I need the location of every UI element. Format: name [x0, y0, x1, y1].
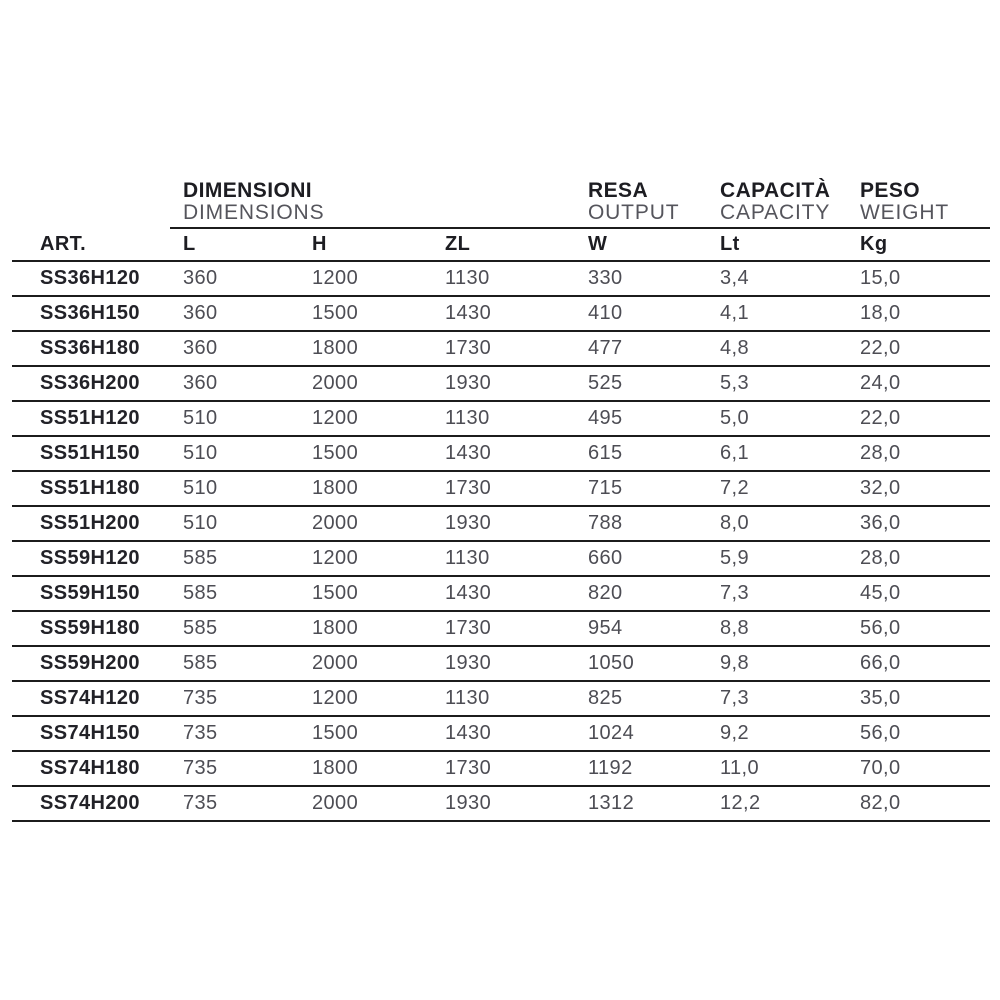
group-header-dimensions: [183, 180, 588, 224]
table-row: [12, 437, 990, 472]
cell-l: 360: [183, 337, 218, 359]
cell-kg: 28,0: [860, 442, 901, 464]
cell-lt: 7,3: [720, 687, 750, 709]
group-header-output: [588, 180, 720, 224]
group-sublabel-weight: WEIGHT: [860, 201, 950, 224]
column-header-lt: Lt: [720, 233, 740, 255]
cell-art: SS74H150: [40, 722, 140, 744]
group-label-resa: RESA: [588, 179, 649, 202]
cell-art: SS59H150: [40, 582, 140, 604]
cell-lt: 8,8: [720, 617, 750, 639]
cell-h: 2000: [312, 792, 359, 814]
cell-kg: 56,0: [860, 722, 901, 744]
cell-art: SS36H150: [40, 302, 140, 324]
cell-w: 788: [588, 512, 623, 534]
cell-h: 2000: [312, 512, 359, 534]
cell-w: 660: [588, 547, 623, 569]
cell-lt: 7,2: [720, 477, 750, 499]
cell-zl: 1130: [445, 547, 490, 569]
table-row: [12, 507, 990, 542]
table-row: [12, 682, 990, 717]
cell-l: 585: [183, 582, 218, 604]
table-column-header-row: [12, 229, 990, 262]
cell-kg: 70,0: [860, 757, 901, 779]
cell-kg: 45,0: [860, 582, 901, 604]
cell-h: 1200: [312, 267, 359, 289]
cell-zl: 1930: [445, 652, 492, 674]
cell-art: SS59H120: [40, 547, 140, 569]
column-header-w: W: [588, 233, 608, 255]
cell-kg: 28,0: [860, 547, 901, 569]
cell-zl: 1730: [445, 337, 492, 359]
cell-zl: 1130: [445, 687, 490, 709]
cell-l: 585: [183, 617, 218, 639]
cell-lt: 3,4: [720, 267, 750, 289]
cell-h: 1500: [312, 722, 359, 744]
group-sublabel-output: OUTPUT: [588, 201, 680, 224]
group-header-capacity: [720, 180, 860, 224]
column-header-art: ART.: [40, 233, 87, 255]
group-label-peso: PESO: [860, 179, 921, 202]
cell-lt: 6,1: [720, 442, 750, 464]
cell-w: 715: [588, 477, 623, 499]
cell-h: 1800: [312, 477, 359, 499]
cell-lt: 4,8: [720, 337, 750, 359]
cell-kg: 24,0: [860, 372, 901, 394]
cell-art: SS51H150: [40, 442, 140, 464]
cell-w: 525: [588, 372, 623, 394]
cell-lt: 11,0: [720, 757, 760, 779]
column-header-l: L: [183, 233, 196, 255]
table-row: [12, 752, 990, 787]
cell-h: 1200: [312, 407, 359, 429]
cell-zl: 1130: [445, 407, 490, 429]
cell-l: 360: [183, 302, 218, 324]
spec-table: [12, 180, 990, 822]
table-row: [12, 332, 990, 367]
cell-kg: 35,0: [860, 687, 901, 709]
cell-art: SS36H120: [40, 267, 140, 289]
group-label-capacita: CAPACITÀ: [720, 179, 831, 202]
cell-w: 615: [588, 442, 623, 464]
cell-kg: 66,0: [860, 652, 901, 674]
cell-lt: 9,8: [720, 652, 750, 674]
cell-h: 1500: [312, 302, 359, 324]
cell-art: SS74H120: [40, 687, 140, 709]
cell-zl: 1430: [445, 302, 492, 324]
cell-art: SS74H200: [40, 792, 140, 814]
cell-kg: 15,0: [860, 267, 901, 289]
cell-zl: 1730: [445, 617, 492, 639]
cell-l: 510: [183, 512, 218, 534]
group-sublabel-dimensions: DIMENSIONS: [183, 201, 325, 224]
cell-zl: 1430: [445, 722, 492, 744]
cell-art: SS59H180: [40, 617, 140, 639]
cell-h: 1200: [312, 687, 359, 709]
cell-lt: 5,0: [720, 407, 750, 429]
cell-h: 1500: [312, 582, 359, 604]
cell-h: 1200: [312, 547, 359, 569]
cell-kg: 22,0: [860, 337, 901, 359]
table-row: [12, 577, 990, 612]
cell-w: 330: [588, 267, 623, 289]
cell-art: SS51H120: [40, 407, 140, 429]
cell-lt: 12,2: [720, 792, 761, 814]
column-header-kg: Kg: [860, 233, 888, 255]
cell-zl: 1930: [445, 792, 492, 814]
cell-lt: 5,9: [720, 547, 750, 569]
cell-w: 825: [588, 687, 623, 709]
cell-kg: 56,0: [860, 617, 901, 639]
cell-art: SS36H180: [40, 337, 140, 359]
cell-w: 954: [588, 617, 623, 639]
group-label-dimensioni: DIMENSIONI: [183, 179, 313, 202]
cell-l: 360: [183, 267, 218, 289]
cell-l: 510: [183, 407, 218, 429]
cell-lt: 7,3: [720, 582, 750, 604]
cell-zl: 1930: [445, 512, 492, 534]
table-row: [12, 787, 990, 822]
cell-h: 1800: [312, 337, 359, 359]
cell-zl: 1730: [445, 757, 492, 779]
table-row: [12, 472, 990, 507]
cell-art: SS51H200: [40, 512, 140, 534]
group-header-weight: [860, 180, 990, 224]
cell-kg: 22,0: [860, 407, 901, 429]
cell-lt: 4,1: [720, 302, 750, 324]
cell-kg: 36,0: [860, 512, 901, 534]
cell-lt: 9,2: [720, 722, 750, 744]
cell-art: SS36H200: [40, 372, 140, 394]
cell-w: 820: [588, 582, 623, 604]
cell-zl: 1930: [445, 372, 492, 394]
column-header-h: H: [312, 233, 327, 255]
table-row: [12, 647, 990, 682]
table-group-header-row: [12, 180, 990, 224]
cell-h: 2000: [312, 652, 359, 674]
cell-l: 360: [183, 372, 218, 394]
cell-art: SS59H200: [40, 652, 140, 674]
cell-w: 1050: [588, 652, 635, 674]
cell-zl: 1130: [445, 267, 490, 289]
table-row: [12, 542, 990, 577]
cell-lt: 8,0: [720, 512, 750, 534]
cell-kg: 32,0: [860, 477, 901, 499]
cell-l: 735: [183, 687, 218, 709]
table-row: [12, 612, 990, 647]
cell-zl: 1430: [445, 582, 492, 604]
cell-l: 510: [183, 477, 218, 499]
cell-w: 495: [588, 407, 623, 429]
cell-w: 410: [588, 302, 623, 324]
table-row: [12, 367, 990, 402]
cell-h: 1800: [312, 757, 359, 779]
table-row: [12, 402, 990, 437]
cell-zl: 1730: [445, 477, 492, 499]
cell-l: 510: [183, 442, 218, 464]
cell-art: SS74H180: [40, 757, 140, 779]
cell-l: 735: [183, 792, 218, 814]
cell-zl: 1430: [445, 442, 492, 464]
cell-w: 477: [588, 337, 623, 359]
cell-h: 2000: [312, 372, 359, 394]
cell-h: 1500: [312, 442, 359, 464]
cell-l: 585: [183, 652, 218, 674]
cell-l: 585: [183, 547, 218, 569]
table-row: [12, 717, 990, 752]
group-sublabel-capacity: CAPACITY: [720, 201, 831, 224]
table-row: [12, 262, 990, 297]
cell-w: 1192: [588, 757, 633, 779]
cell-art: SS51H180: [40, 477, 140, 499]
table-row: [12, 297, 990, 332]
cell-kg: 82,0: [860, 792, 901, 814]
cell-l: 735: [183, 757, 218, 779]
cell-kg: 18,0: [860, 302, 901, 324]
cell-h: 1800: [312, 617, 359, 639]
column-header-zl: ZL: [445, 233, 471, 255]
cell-lt: 5,3: [720, 372, 750, 394]
cell-w: 1024: [588, 722, 635, 744]
cell-w: 1312: [588, 792, 635, 814]
cell-l: 735: [183, 722, 218, 744]
